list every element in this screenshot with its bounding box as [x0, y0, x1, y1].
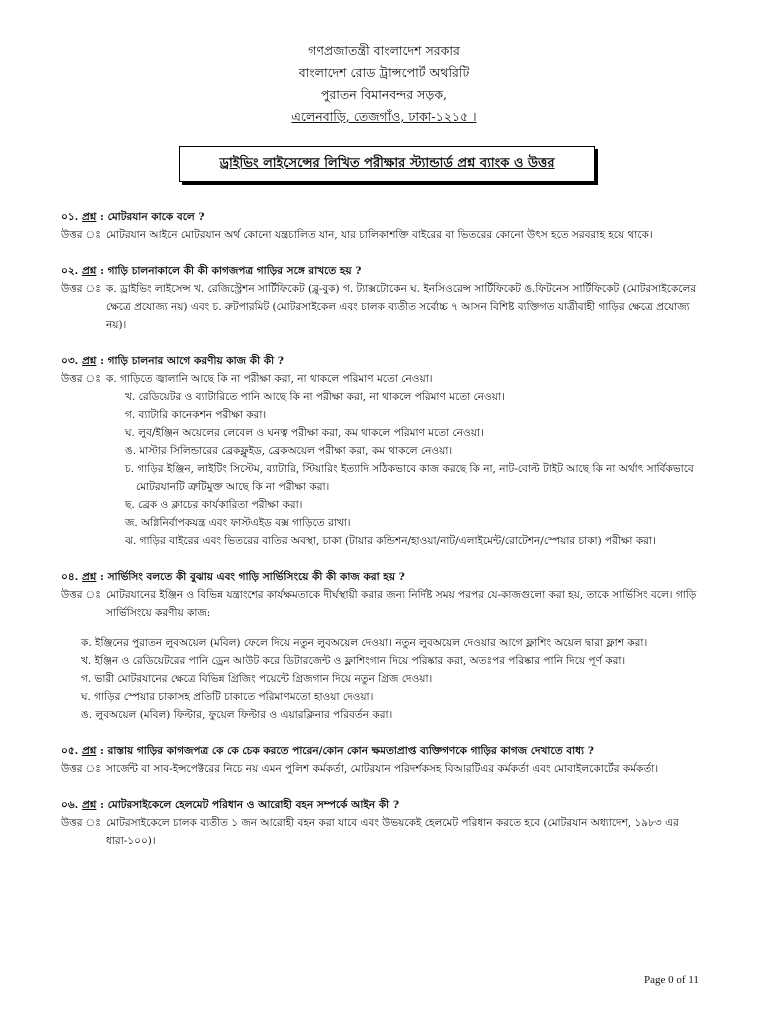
document-header [0, 40, 768, 128]
paragraph-gap [61, 622, 711, 634]
answer-item: ঙ. মাস্টার সিলিন্ডারের ব্রেকফ্লুইড, ব্রেকঅয়েল পরীক্ষা করা, কম থাকলে নেওয়া। [125, 445, 453, 457]
qa-item-05 [61, 742, 711, 778]
question-01 [61, 208, 711, 226]
question-label: প্রশ্ন [81, 265, 97, 277]
question-text: : গাড়ি চালনার আগে করণীয় কাজ কী কী ? [96, 355, 284, 367]
answer-label: উত্তর ঃ [61, 589, 101, 601]
header-line-government: গণপ্রজাতন্ত্রী বাংলাদেশ সরকার [308, 43, 460, 58]
question-label: প্রশ্ন [81, 571, 97, 583]
qa-item-03 [61, 352, 711, 550]
answer-label: উত্তর ঃ [61, 283, 101, 295]
question-text: : রাস্তায় গাড়ির কাগজপত্র কে কে চেক করতে পারেন/কোন কোন ক্ষমতাপ্রাপ্ত ব্যক্তিগণকে গাড়ির কাগজ দেখাতে বাধ্য ? [96, 745, 594, 757]
answer-item: ঘ. গাড়ির স্পেয়ার চাকাসহ প্রতিটি চাকাতে পরিমাণমতো হাওয়া দেওয়া। [81, 691, 374, 703]
header-line-address: এলেনবাড়ি, তেজগাঁও, ঢাকা-১২১৫ । [291, 109, 477, 124]
answer-05 [61, 760, 711, 778]
question-text: : গাড়ি চালনাকালে কী কী কাগজপত্র গাড়ির সঙ্গে রাখতে হয় ? [96, 265, 362, 277]
question-05 [61, 742, 711, 760]
answer-item: ঘ. লুব/ইঞ্জিন অয়েলের লেবেল ও ঘনত্ব পরীক্ষা করা, কম থাকলে পরিমাণ মতো নেওয়া। [125, 427, 484, 439]
qa-item-04 [61, 568, 711, 724]
question-number: ০২. [61, 265, 79, 277]
answer-item: গ. ভারী মোটরযানের ক্ষেত্রে বিভিন্ন গ্রিজিং পয়েন্টে গ্রিজগান দিয়ে নতুন গ্রিজ দেওয়া। [81, 673, 433, 685]
answer-text: ক. ড্রাইভিং লাইসেন্স খ. রেজিস্ট্রেশন সার্টিফিকেট (ব্লু-বুক) গ. ট্যাক্সটোকেন ঘ. ইনসিওরেন্স সার্টিফিকেট ঙ.ফিটনেস সার্টিফিকেট (মোটরসাইকেলের ক্ষেত্রে প্রযোজ্য নয়) এবং চ. রুটপারমিট (মোটরসাইকেল এবং চালক ব্যতীত সর্বোচ্চ ৭ আসন বিশিষ্ট ব্যক্তিগত যাত্রীবাহী গাড়ির ক্ষেত্রে প্রযোজ্য নয়)। [106, 283, 697, 331]
answer-06 [61, 814, 711, 850]
question-text: : মোটরসাইকেলে হেলমেট পরিধান ও আরোহী বহন সম্পর্কে আইন কী ? [96, 799, 399, 811]
answer-01 [61, 226, 711, 244]
qa-item-02 [61, 262, 711, 334]
answer-item: ক. ইঞ্জিনের পুরাতন লুবঅয়েল (মবিল) ফেলে দিয়ে নতুন লুবঅয়েল দেওয়া। নতুন লুবঅয়েল দেওয়ার আগে ফ্লাশিং অয়েল দ্বারা ফ্লাশ করা। [81, 637, 648, 649]
question-number: ০৬. [61, 799, 79, 811]
answer-item: গ. ব্যাটারি কানেকশন পরীক্ষা করা। [125, 409, 267, 421]
question-number: ০৫. [61, 745, 79, 757]
question-04 [61, 568, 711, 586]
page-number: Page 0 of 11 [644, 974, 699, 986]
answer-03 [61, 370, 711, 388]
document-title-text: ড্রাইভিং লাইসেন্সের লিখিত পরীক্ষার স্ট্যান্ডার্ড প্রশ্ন ব্যাংক ও উত্তর [219, 155, 555, 171]
qa-list [61, 208, 711, 868]
question-number: ০৩. [61, 355, 79, 367]
qa-item-01 [61, 208, 711, 244]
answer-text: সার্জেন্ট বা সাব-ইন্সপেক্টরের নিচে নয় এমন পুলিশ কর্মকর্তা, মোটরযান পরিদর্শকসহ বিআরটিএর কর্মকর্তা এবং মোবাইলকোর্টের কর্মকর্তা। [106, 763, 659, 775]
answer-label: উত্তর ঃ [61, 817, 101, 829]
question-label: প্রশ্ন [81, 745, 97, 757]
question-02 [61, 262, 711, 280]
question-text: : মোটরযান কাকে বলে ? [96, 211, 205, 223]
answer-item: ঙ. লুবঅয়েল (মবিল) ফিল্টার, ফুয়েল ফিল্টার ও এয়ারক্লিনার পরিবর্তন করা। [81, 709, 393, 721]
answer-text: মোটরসাইকেলে চালক ব্যতীত ১ জন আরোহী বহন করা যাবে এবং উভয়কেই হেলমেট পরিধান করতে হবে (মোটরযান অধ্যাদেশ, ১৯৮৩ এর ধারা-১০০)। [106, 817, 679, 847]
document-title [179, 146, 595, 182]
question-06 [61, 796, 711, 814]
answer-label: উত্তর ঃ [61, 763, 101, 775]
question-text: : সার্ভিসিং বলতে কী বুঝায় এবং গাড়ি সার্ভিসিংয়ে কী কী কাজ করা হয় ? [96, 571, 405, 583]
answer-item: চ. গাড়ির ইঞ্জিন, লাইটিং সিস্টেম, ব্যাটারি, স্টিয়ারিং ইত্যাদি সঠিকভাবে কাজ করছে কি না, নাট-বোল্ট টাইট আছে কি না অর্থাৎ সার্বিকভাবে মোটরযানটি ত্রুটিমুক্ত আছে কি না পরীক্ষা করা। [125, 463, 694, 493]
answer-label: উত্তর ঃ [61, 229, 101, 241]
answer-02 [61, 280, 711, 334]
answer-text: মোটরযান আইনে মোটরযান অর্থ কোনো যন্ত্রচালিত যান, যার চালিকাশক্তি বাইরের বা ভিতরের কোনো উৎস হতে সরবরাহ হয়ে থাকে। [106, 229, 653, 241]
answer-item: জ. অগ্নিনির্বাপকযন্ত্র এবং ফাস্টএইড বক্স গাড়িতে রাখা। [125, 517, 351, 529]
answer-label: উত্তর ঃ [61, 373, 101, 385]
header-line-authority: বাংলাদেশ রোড ট্রান্সপোর্ট অথরিটি [298, 65, 470, 80]
answer-item: ছ. ব্রেক ও ক্লাচের কার্যকারিতা পরীক্ষা করা। [125, 499, 303, 511]
question-number: ০১. [61, 211, 79, 223]
header-line-road: পুরাতন বিমানবন্দর সড়ক, [320, 87, 448, 102]
question-label: প্রশ্ন [81, 799, 97, 811]
question-label: প্রশ্ন [81, 211, 97, 223]
question-number: ০৪. [61, 571, 79, 583]
answer-item: খ. ইঞ্জিন ও রেডিয়েটরের পানি ড্রেন আউট করে ডিটারজেন্ট ও ফ্লাশিংগান দিয়ে পরিষ্কার করা, অতঃপর পরিষ্কার পানি দিয়ে পূর্ণ করা। [81, 655, 626, 667]
question-03 [61, 352, 711, 370]
answer-04 [61, 586, 711, 622]
answer-item: খ. রেডিয়েটর ও ব্যাটারিতে পানি আছে কি না পরীক্ষা করা, না থাকলে পরিমাণ মতো নেওয়া। [125, 391, 505, 403]
answer-item: ক. গাড়িতে জ্বালানি আছে কি না পরীক্ষা করা, না থাকলে পরিমাণ মতো নেওয়া। [106, 373, 433, 385]
qa-item-06 [61, 796, 711, 850]
answer-item: ঝ. গাড়ির বাইরের এবং ভিতরের বাতির অবস্থা, চাকা (টায়ার কন্ডিশন/হাওয়া/নাট/এলাইমেন্ট/রোটেশন/স্পেয়ার চাকা) পরীক্ষা করা। [125, 535, 656, 547]
answer-text: মোটরযানের ইঞ্জিন ও বিভিন্ন যন্ত্রাংশের কার্যক্ষমতাকে দীর্ঘস্থায়ী করার জন্য নির্দিষ্ট সময় পরপর যে-কাজগুলো করা হয়, তাকে সার্ভিসিং বলে। গাড়ি সার্ভিসিংয়ে করণীয় কাজ: [106, 589, 697, 619]
question-label: প্রশ্ন [81, 355, 97, 367]
